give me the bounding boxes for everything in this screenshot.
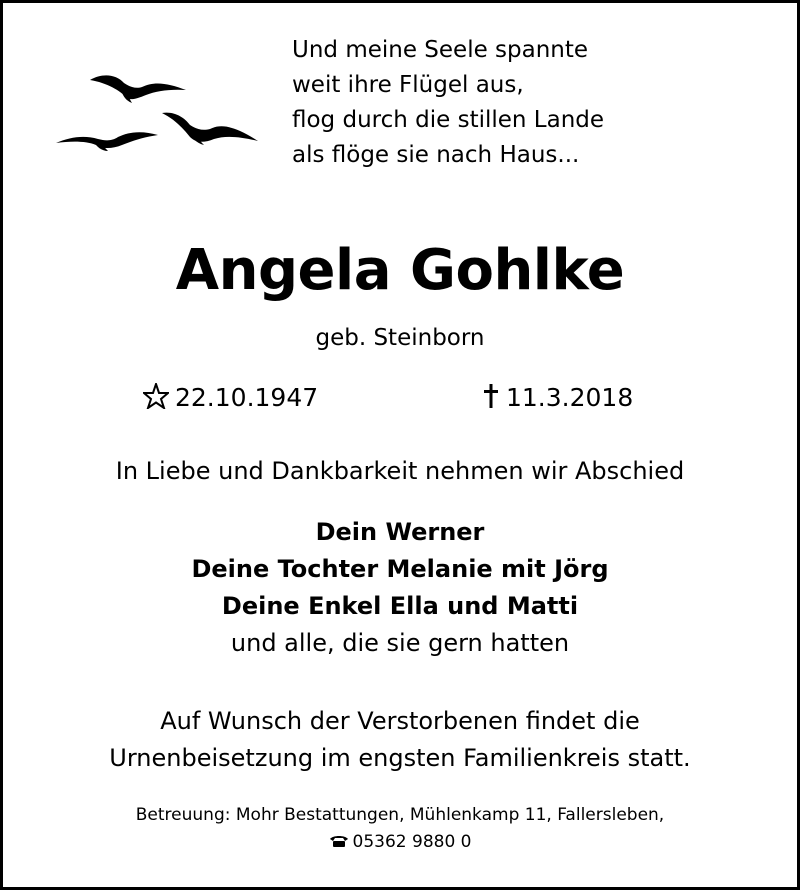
undertaker-info [0,802,800,856]
undertaker-address: Betreuung: Mohr Bestattungen, Mühlenkamp 11, Fallersleben, [135,805,665,825]
farewell-text: In Liebe und Dankbarkeit nehmen wir Abschied [115,457,685,485]
star-icon [143,383,169,409]
mourner-line: Dein Werner [315,518,485,546]
poem-line: als flöge sie nach Haus... [292,142,580,168]
birth-date-line [143,383,318,412]
burial-note-line: Auf Wunsch der Verstorbenen findet die [160,707,640,735]
undertaker-phone: 05362 9880 0 [352,832,472,852]
telephone-icon [329,835,349,848]
mourner-line: Deine Enkel Ella und Matti [221,592,579,620]
burial-note-line: Urnenbeisetzung im engsten Familienkreis statt. [109,744,691,772]
burial-note [0,703,800,777]
mourner-line: Deine Tochter Melanie mit Jörg [191,555,609,583]
undertaker-phone-line [0,829,800,856]
mourners-closing: und alle, die sie gern hatten [230,629,570,657]
death-date-line [482,383,633,412]
poem-line: Und meine Seele spannte [292,37,589,63]
maiden-name: geb. Steinborn [315,325,485,351]
mourners-list [0,514,800,662]
death-date: 11.3.2018 [506,383,634,412]
birds-illustration [50,65,270,165]
poem [292,33,604,173]
cross-icon [482,383,500,409]
poem-line: flog durch die stillen Lande [292,107,605,133]
birth-date: 22.10.1947 [175,383,319,412]
deceased-name: Angela Gohlke [175,238,625,303]
poem-line: weit ihre Flügel aus, [292,72,524,98]
